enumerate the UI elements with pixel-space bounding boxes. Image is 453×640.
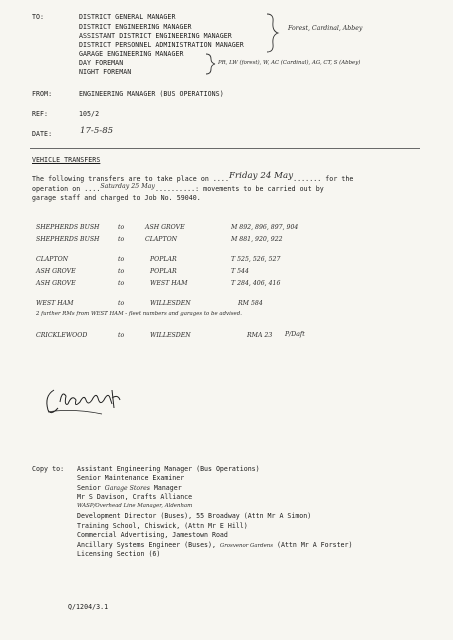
from-value: ENGINEERING MANAGER (BUS OPERATIONS)	[79, 90, 224, 98]
body-line-1-end: for the	[321, 175, 354, 183]
copy-recipient: Mr S Davison, Crafts Alliance	[77, 493, 193, 501]
copy-recipient: Training School, Chiswick, (Attn Mr E Hill)	[77, 522, 248, 530]
copy-garage-post: Manager	[149, 484, 182, 492]
transfer-destination: WILLESDEN	[150, 332, 191, 339]
pdaft-note: P/Daft	[285, 331, 305, 338]
transfer-destination: WEST HAM	[150, 280, 188, 287]
transfer-vehicles: T 284, 406, 416	[231, 280, 281, 287]
copy-garage-pre: Senior	[77, 484, 105, 492]
recipient-2: DISTRICT ENGINEERING MANAGER	[79, 23, 192, 31]
transfer-vehicles: RM 584	[238, 300, 263, 307]
recipient-5: GARAGE ENGINEERING MANAGER	[79, 50, 184, 58]
transfer-from: SHEPHERDS BUSH	[36, 224, 100, 231]
body-line-2-end: ..........: movements to be carried out by	[154, 185, 324, 193]
body-line-1-dots-2: .......	[293, 175, 322, 183]
transfer-to: to	[118, 236, 125, 243]
ref-value: 105/2	[79, 110, 100, 118]
transfer-vehicles: RMA 23	[247, 332, 273, 339]
recipient-7: NIGHT FOREMAN	[79, 68, 132, 76]
transfer-to: to	[118, 268, 125, 275]
body-line-3: garage staff and charged to Job No. 59040.	[32, 194, 201, 202]
copy-garage-handwritten: Garage Stores	[104, 485, 150, 492]
transfer-to: to	[118, 224, 125, 231]
copy-recipient: Commercial Advertising, Jamestown Road	[77, 531, 228, 539]
transfer-destination: ASH GROVE	[145, 224, 185, 231]
transfer-from: WEST HAM	[36, 300, 74, 307]
body-line-1-text: The following transfers are to take place on	[32, 175, 213, 183]
copy-recipient: Development Director (Buses), 55 Broadway (Attn Mr A Simon)	[77, 512, 312, 520]
signature	[42, 382, 124, 422]
recipient-1: DISTRICT GENERAL MANAGER	[79, 13, 176, 21]
subject-heading: VEHICLE TRANSFERS	[32, 156, 101, 164]
copy-ancillary-pre: Ancillary Systems Engineer (Buses),	[77, 541, 220, 549]
operation-date-fill: Saturday 25 May	[100, 183, 155, 190]
transfer-vehicles: M 881, 920, 922	[231, 236, 283, 243]
transfer-from: CRICKLEWOOD	[36, 332, 88, 339]
copy-label: Copy to:	[32, 465, 65, 473]
transfer-note: 2 further RMs from WEST HAM - fleet numbers and garages to be advised.	[36, 311, 242, 317]
transfer-destination: POPLAR	[150, 256, 177, 263]
copy-recipient: Licensing Section (6)	[77, 550, 161, 558]
body-line-1	[32, 171, 354, 183]
transfer-vehicles: M 892, 896, 897, 904	[231, 224, 299, 231]
ref-label: REF:	[32, 110, 49, 118]
transfer-destination: POPLAR	[150, 268, 177, 275]
copy-ancillary-post: (Attn Mr A Forster)	[273, 541, 353, 549]
recipient-6: DAY FOREMAN	[79, 59, 124, 67]
transfer-to: to	[118, 300, 125, 307]
copy-recipient-wasp: WASP/Overhead Line Manager, Aldenham	[77, 503, 193, 509]
transfer-to: to	[118, 280, 125, 287]
to-label: TO:	[32, 13, 45, 21]
copy-recipient: Senior Maintenance Examiner	[77, 474, 185, 482]
date-label: DATE:	[32, 130, 53, 138]
header-divider	[30, 148, 420, 149]
body-line-2-text: operation on ....	[32, 185, 101, 193]
copy-ancillary-handwritten: Grosvenor Gardens	[219, 543, 274, 549]
recipient-3: ASSISTANT DISTRICT ENGINEERING MANAGER	[79, 32, 232, 40]
handwritten-garages-upper: Forest, Cardinal, Abbey	[288, 25, 363, 32]
transfer-from: ASH GROVE	[36, 280, 76, 287]
body-line-1-dots: ....	[212, 175, 229, 183]
copy-recipient: Assistant Engineering Manager (Bus Operations)	[77, 465, 260, 473]
transfer-destination: WILLESDEN	[150, 300, 191, 307]
body-line-2	[32, 185, 324, 194]
transfer-vehicles: T 525, 526, 527	[231, 256, 281, 263]
footer-reference: Q/1204/3.1	[68, 603, 109, 611]
recipient-4: DISTRICT PERSONNEL ADMINISTRATION MANAGER	[79, 41, 244, 49]
transfer-from: SHEPHERDS BUSH	[36, 236, 100, 243]
transfer-destination: CLAPTON	[145, 236, 178, 243]
transfer-to: to	[118, 256, 125, 263]
transfer-to: to	[118, 332, 125, 339]
brace-lower	[204, 53, 216, 75]
date-value: 17-5-85	[80, 126, 114, 136]
transfer-vehicles: T 544	[231, 268, 249, 275]
transfer-date-fill: Friday 24 May	[228, 171, 294, 181]
handwritten-garages-lower: PR, LW (forest), W, AC (Cardinal), AG, CT, S (Abbey)	[218, 60, 361, 66]
copy-recipient-garage	[77, 484, 182, 493]
copy-recipient-ancillary	[77, 541, 352, 550]
transfer-from: ASH GROVE	[36, 268, 76, 275]
transfer-from: CLAPTON	[36, 256, 69, 263]
from-label: FROM:	[32, 90, 53, 98]
brace-upper	[264, 12, 280, 54]
